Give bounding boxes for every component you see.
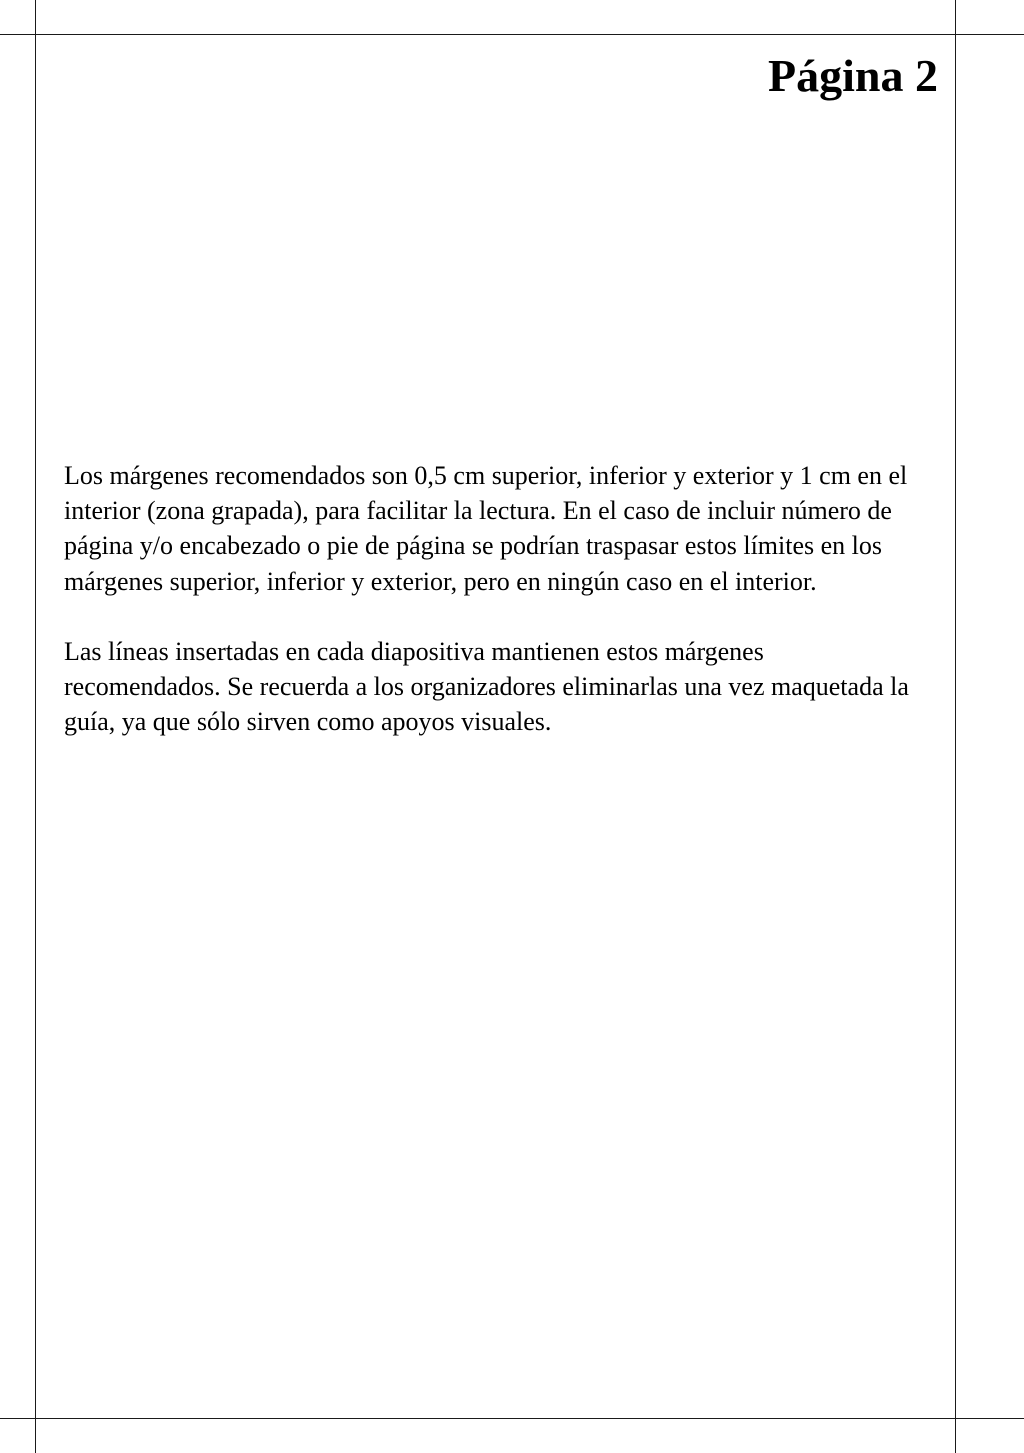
margin-guide-right [955, 0, 956, 1453]
margin-guide-top [0, 34, 1024, 35]
paragraph-guides: Las líneas insertadas en cada diapositiva mantienen estos márgenes recomendados. Se recuerda a los organizadores eliminarlas una vez maquetada la guía, ya que sólo sirven como apoyos visuales. [64, 636, 909, 737]
margin-guide-bottom [0, 1418, 1024, 1419]
body-text [64, 458, 924, 774]
page-title: Página 2 [768, 50, 938, 101]
paragraph-margins: Los márgenes recomendados son 0,5 cm superior, inferior y exterior y 1 cm en el interior (zona grapada), para facilitar la lectura. En el caso de incluir número de página y/o encabezado o pie de página se podrían traspasar estos límites en los márgenes superior, inferior y exterior, pero en ningún caso en el interior. [64, 461, 908, 596]
margin-guide-left [35, 0, 36, 1453]
